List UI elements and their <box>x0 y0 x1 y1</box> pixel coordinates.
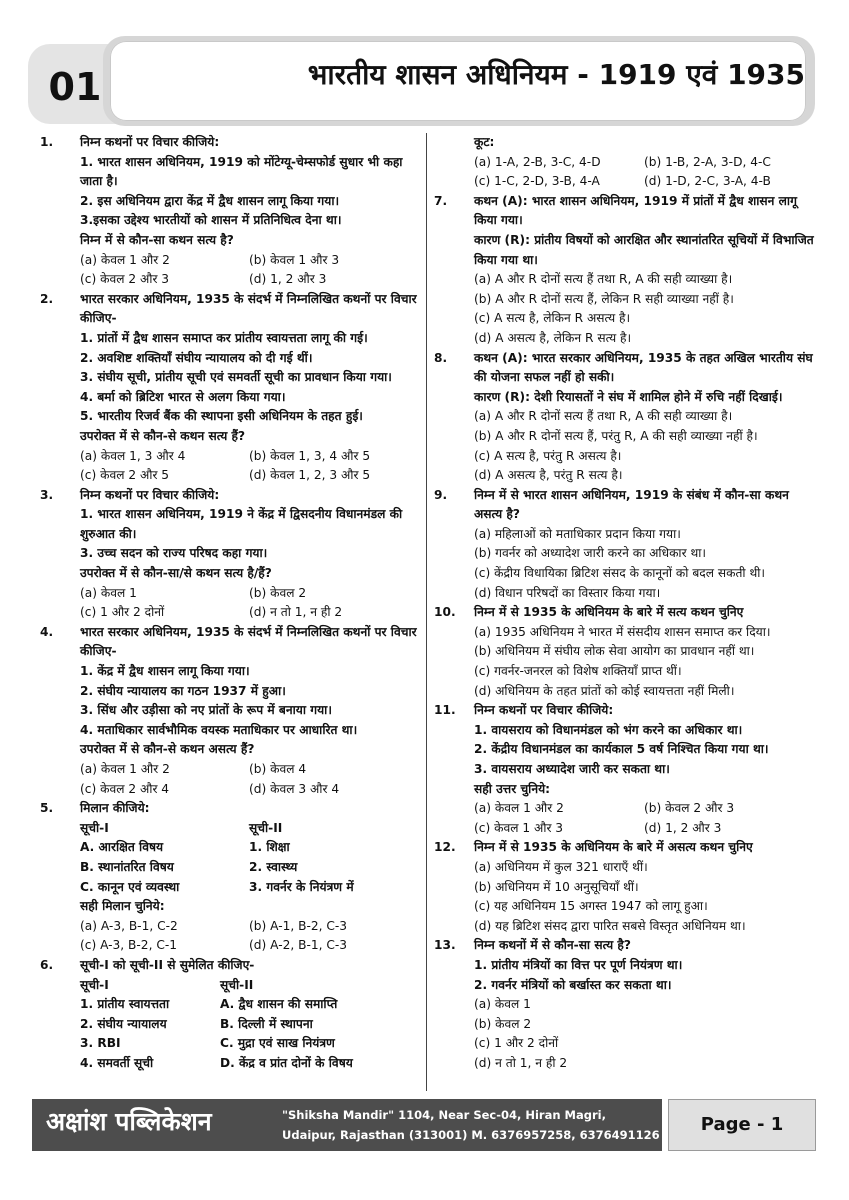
page-number: Page - 1 <box>700 1114 784 1135</box>
statement: 4. मताधिकार सार्वभौमिक वयस्क मताधिकार पर आधारित था। <box>80 722 358 737</box>
option-d: (d) केवल 1, 2, 3 और 5 <box>249 468 371 483</box>
option-a: (a) केवल 1 और 2 <box>80 762 170 776</box>
statement: 1. केंद्र में द्वैध शासन लागू किया गया। <box>80 664 250 679</box>
table-cell: A. आरक्षित विषय <box>80 840 164 855</box>
match-table <box>80 819 418 897</box>
question-text: भारत सरकार अधिनियम, 1935 के संदर्भ में निम्नलिखित कथनों पर विचार कीजिए- <box>80 624 417 659</box>
table-cell: C. मुद्रा एवं साख नियंत्रण <box>220 1036 335 1051</box>
option-b: (b) केवल 2 <box>249 585 307 600</box>
question-text: भारत सरकार अधिनियम, 1935 के संदर्भ में निम्नलिखित कथनों पर विचार कीजिए- <box>80 291 417 326</box>
option-d: (d) विधान परिषदों का विस्तार किया गया। <box>474 585 661 600</box>
match-table <box>80 976 418 1074</box>
option-c: (c) केवल 2 और 3 <box>80 272 170 287</box>
statement: 3. वायसराय अध्यादेश जारी कर सकता था। <box>474 762 670 776</box>
question-prompt: निम्न में से कौन-सा कथन सत्य है? <box>80 232 234 247</box>
option-c: (c) यह अधिनियम 15 अगस्त 1947 को लागू हुआ। <box>474 899 708 914</box>
question-prompt: सही मिलान चुनिये: <box>80 899 165 914</box>
option-b: (b) केवल 1, 3, 4 और 5 <box>249 448 371 463</box>
option-c: (c) 1-C, 2-D, 3-B, 4-A <box>474 174 600 189</box>
statement: 1. प्रांतों में द्वैध शासन समाप्त कर प्रांतीय स्वायत्तता लागू की गई। <box>80 330 368 345</box>
option-a: (a) A-3, B-1, C-2 <box>80 918 178 933</box>
question-6 <box>40 956 418 1074</box>
option-d: (d) A असत्य है, लेकिन R सत्य है। <box>474 330 632 345</box>
option-d: (d) यह ब्रिटिश संसद द्वारा पारित सबसे विस्तृत अधिनियम था। <box>474 918 746 933</box>
option-c: (c) A-3, B-2, C-1 <box>80 938 177 953</box>
option-c: (c) गवर्नर-जनरल को विशेष शक्तियाँ प्राप्त थीं। <box>474 664 682 679</box>
statement: 2. संघीय न्यायालय का गठन 1937 में हुआ। <box>80 683 286 698</box>
question-prompt: सही उत्तर चुनिये: <box>474 781 551 796</box>
option-b: (b) केवल 2 <box>474 1016 532 1031</box>
option-b: (b) A और R दोनों सत्य हैं, लेकिन R सही व्याख्या नहीं है। <box>474 291 734 306</box>
table-cell: 3. गवर्नर के नियंत्रण में <box>249 879 354 894</box>
question-11 <box>434 701 814 838</box>
page-header <box>0 0 849 130</box>
question-number: 5. <box>40 801 54 816</box>
question-text: निम्न में से भारत शासन अधिनियम, 1919 के संबंध में कौन-सा कथन असत्य है? <box>474 487 789 522</box>
question-9 <box>434 486 814 604</box>
option-c: (c) 1 और 2 दोनों <box>80 605 165 620</box>
question-prompt: कूट: <box>474 135 495 149</box>
option-c: (c) केंद्रीय विधायिका ब्रिटिश संसद के कानूनों को बदल सकती थी। <box>474 566 766 581</box>
question-number: 7. <box>434 193 448 208</box>
option-a: (a) महिलाओं को मताधिकार प्रदान किया गया। <box>474 526 681 541</box>
option-d: (d) 1, 2 और 3 <box>644 820 722 835</box>
option-a: (a) केवल 1 और 2 <box>474 801 564 816</box>
question-1 <box>40 133 418 290</box>
question-10 <box>434 603 814 701</box>
question-text: निम्न कथनों में से कौन-सा सत्य है? <box>474 938 631 953</box>
statement: 1. भारत शासन अधिनियम, 1919 को मोंटेग्यू-चेम्सफोर्ड सुधार भी कहा जाता है। <box>80 154 403 189</box>
statement: 5. भारतीय रिजर्व बैंक की स्थापना इसी अधिनियम के तहत हुई। <box>80 409 363 424</box>
option-c: (c) 1 और 2 दोनों <box>474 1036 559 1051</box>
option-b: (b) A और R दोनों सत्य हैं, परंतु R, A की सही व्याख्या नहीं है। <box>474 428 758 443</box>
assertion: कथन (A): भारत शासन अधिनियम, 1919 में प्रांतों में द्वैध शासन लागू किया गया। <box>474 193 797 228</box>
option-b: (b) 1-B, 2-A, 3-D, 4-C <box>644 154 771 169</box>
statement: 1. प्रांतीय मंत्रियों का वित्त पर पूर्ण नियंत्रण था। <box>474 957 683 972</box>
question-number: 6. <box>40 957 54 972</box>
question-6-continued <box>434 133 814 192</box>
column-divider <box>426 133 427 1091</box>
publisher-logo-text: अक्षांश पब्लिकेशन <box>46 1107 212 1136</box>
question-text: निम्न कथनों पर विचार कीजिये: <box>80 135 220 149</box>
question-number: 3. <box>40 487 54 502</box>
option-d: (d) 1-D, 2-C, 3-A, 4-B <box>644 174 771 189</box>
option-a: (a) 1-A, 2-B, 3-C, 4-D <box>474 154 601 169</box>
table-cell: B. स्थानांतरित विषय <box>80 859 174 874</box>
statement: 3. उच्च सदन को राज्य परिषद कहा गया। <box>80 546 268 561</box>
statement: 4. बर्मा को ब्रिटिश भारत से अलग किया गया। <box>80 389 286 404</box>
right-column <box>434 133 814 1074</box>
left-column <box>40 133 418 1074</box>
address-line-1: "Shiksha Mandir" 1104, Near Sec-04, Hiran Magri, <box>282 1108 606 1122</box>
table-header: सूची-II <box>249 820 283 835</box>
statement: 2. गवर्नर मंत्रियों को बर्खास्त कर सकता था। <box>474 977 672 992</box>
question-text: सूची-I को सूची-II से सुमेलित कीजिए- <box>80 957 255 972</box>
table-cell: 2. स्वास्थ्य <box>249 859 298 874</box>
question-text: निम्न कथनों पर विचार कीजिये: <box>474 703 614 718</box>
question-5 <box>40 799 418 956</box>
question-number: 4. <box>40 624 54 639</box>
question-number: 13. <box>434 938 456 953</box>
table-cell: A. द्वैध शासन की समाप्ति <box>220 997 338 1012</box>
page-title: भारतीय शासन अधिनियम - 1919 एवं 1935 <box>307 58 805 91</box>
option-c: (c) केवल 1 और 3 <box>474 820 564 835</box>
option-b: (b) केवल 1 और 3 <box>249 252 340 267</box>
table-cell: 1. प्रांतीय स्वायत्तता <box>80 997 170 1012</box>
question-number: 1. <box>40 135 54 149</box>
option-c: (c) केवल 2 और 5 <box>80 468 170 483</box>
question-text: मिलान कीजिये: <box>80 801 150 816</box>
question-number: 11. <box>434 703 456 718</box>
table-cell: D. केंद्र व प्रांत दोनों के विषय <box>220 1055 353 1070</box>
question-7 <box>434 192 814 349</box>
chapter-number: 01 <box>48 65 102 109</box>
option-b: (b) अधिनियम में 10 अनुसूचियाँ थीं। <box>474 879 639 894</box>
option-b: (b) A-1, B-2, C-3 <box>249 918 348 933</box>
reason: कारण (R): प्रांतीय विषयों को आरक्षित और स्थानांतरित सूचियों में विभाजित किया गया था। <box>474 232 814 267</box>
question-text: निम्न में से 1935 के अधिनियम के बारे में सत्य कथन चुनिए <box>474 605 744 620</box>
publisher-address <box>282 1105 660 1145</box>
option-d: (d) A-2, B-1, C-3 <box>249 938 348 953</box>
option-a: (a) 1935 अधिनियम ने भारत में संसदीय शासन समाप्त कर दिया। <box>474 624 771 639</box>
option-d: (d) 1, 2 और 3 <box>249 272 327 287</box>
statement: 3. सिंध और उड़ीसा को नए प्रांतों के रूप में बनाया गया। <box>80 703 332 718</box>
question-2 <box>40 290 418 486</box>
question-text: निम्न में से 1935 के अधिनियम के बारे में असत्य कथन चुनिए <box>474 840 753 855</box>
table-header: सूची-I <box>80 820 109 835</box>
table-cell: B. दिल्ली में स्थापना <box>220 1016 313 1031</box>
statement: 2. अवशिष्ट शक्तियाँ संघीय न्यायालय को दी गई थीं। <box>80 350 313 365</box>
question-12 <box>434 838 814 936</box>
option-a: (a) A और R दोनों सत्य हैं तथा R, A की सही व्याख्या है। <box>474 272 733 287</box>
statement: 3. संघीय सूची, प्रांतीय सूची एवं समवर्ती सूची का प्रावधान किया गया। <box>80 370 392 385</box>
question-prompt: उपरोक्त में से कौन-सा/से कथन सत्य है/हैं? <box>80 566 272 581</box>
address-line-2: Udaipur, Rajasthan (313001) M. 6376957258, 6376491126 <box>282 1128 660 1142</box>
statement: 3.इसका उद्देश्य भारतीयों को शासन में प्रतिनिधित्व देना था। <box>80 213 342 228</box>
question-8 <box>434 349 814 486</box>
option-b: (b) केवल 2 और 3 <box>644 801 735 816</box>
statement: 2. इस अधिनियम द्वारा केंद्र में द्वैध शासन लागू किया गया। <box>80 193 340 208</box>
table-header: सूची-I <box>80 977 109 992</box>
question-number: 10. <box>434 605 456 620</box>
question-text: निम्न कथनों पर विचार कीजिये: <box>80 487 220 502</box>
question-prompt: उपरोक्त में से कौन-से कथन सत्य हैं? <box>80 428 246 443</box>
reason: कारण (R): देशी रियासतों ने संघ में शामिल होने में रुचि नहीं दिखाई। <box>474 389 783 404</box>
table-header: सूची-II <box>220 977 254 992</box>
question-number: 12. <box>434 840 456 855</box>
option-d: (d) न तो 1, न ही 2 <box>249 605 343 620</box>
question-3 <box>40 486 418 623</box>
option-a: (a) अधिनियम में कुल 321 धाराएँ थीं। <box>474 859 648 874</box>
statement: 1. भारत शासन अधिनियम, 1919 ने केंद्र में द्विसदनीय विधानमंडल की शुरुआत की। <box>80 507 403 541</box>
question-13 <box>434 936 814 1073</box>
option-b: (b) गवर्नर को अध्यादेश जारी करने का अधिकार था। <box>474 546 707 561</box>
option-a: (a) केवल 1 <box>80 585 137 600</box>
option-a: (a) केवल 1 <box>474 997 531 1012</box>
option-b: (b) अधिनियम में संघीय लोक सेवा आयोग का प्रावधान नहीं था। <box>474 644 755 659</box>
statement: 2. केंद्रीय विधानमंडल का कार्यकाल 5 वर्ष निश्चित किया गया था। <box>474 742 769 757</box>
assertion: कथन (A): भारत सरकार अधिनियम, 1935 के तहत अखिल भारतीय संघ की योजना सफल नहीं हो सकी। <box>474 350 813 385</box>
option-a: (a) केवल 1, 3 और 4 <box>80 448 186 463</box>
option-b: (b) केवल 4 <box>249 762 307 776</box>
option-a: (a) केवल 1 और 2 <box>80 252 170 267</box>
option-c: (c) केवल 2 और 4 <box>80 781 170 796</box>
option-d: (d) अधिनियम के तहत प्रांतों को कोई स्वायत्तता नहीं मिली। <box>474 683 735 698</box>
question-prompt: उपरोक्त में से कौन-से कथन असत्य हैं? <box>80 742 255 757</box>
question-number: 9. <box>434 487 448 502</box>
option-d: (d) केवल 3 और 4 <box>249 781 340 796</box>
table-cell: 3. RBI <box>80 1036 121 1051</box>
table-cell: 1. शिक्षा <box>249 840 290 855</box>
option-c: (c) A सत्य है, परंतु R असत्य है। <box>474 448 622 463</box>
question-4 <box>40 623 418 799</box>
option-d: (d) A असत्य है, परंतु R सत्य है। <box>474 468 623 483</box>
option-c: (c) A सत्य है, लेकिन R असत्य है। <box>474 311 631 326</box>
option-d: (d) न तो 1, न ही 2 <box>474 1055 568 1070</box>
table-cell: C. कानून एवं व्यवस्था <box>80 879 180 894</box>
table-cell: 4. समवर्ती सूची <box>80 1055 154 1070</box>
option-a: (a) A और R दोनों सत्य हैं तथा R, A की सही व्याख्या है। <box>474 409 733 424</box>
statement: 1. वायसराय को विधानमंडल को भंग करने का अधिकार था। <box>474 722 743 737</box>
table-cell: 2. संघीय न्यायालय <box>80 1016 167 1031</box>
question-number: 8. <box>434 350 448 365</box>
question-number: 2. <box>40 291 54 306</box>
